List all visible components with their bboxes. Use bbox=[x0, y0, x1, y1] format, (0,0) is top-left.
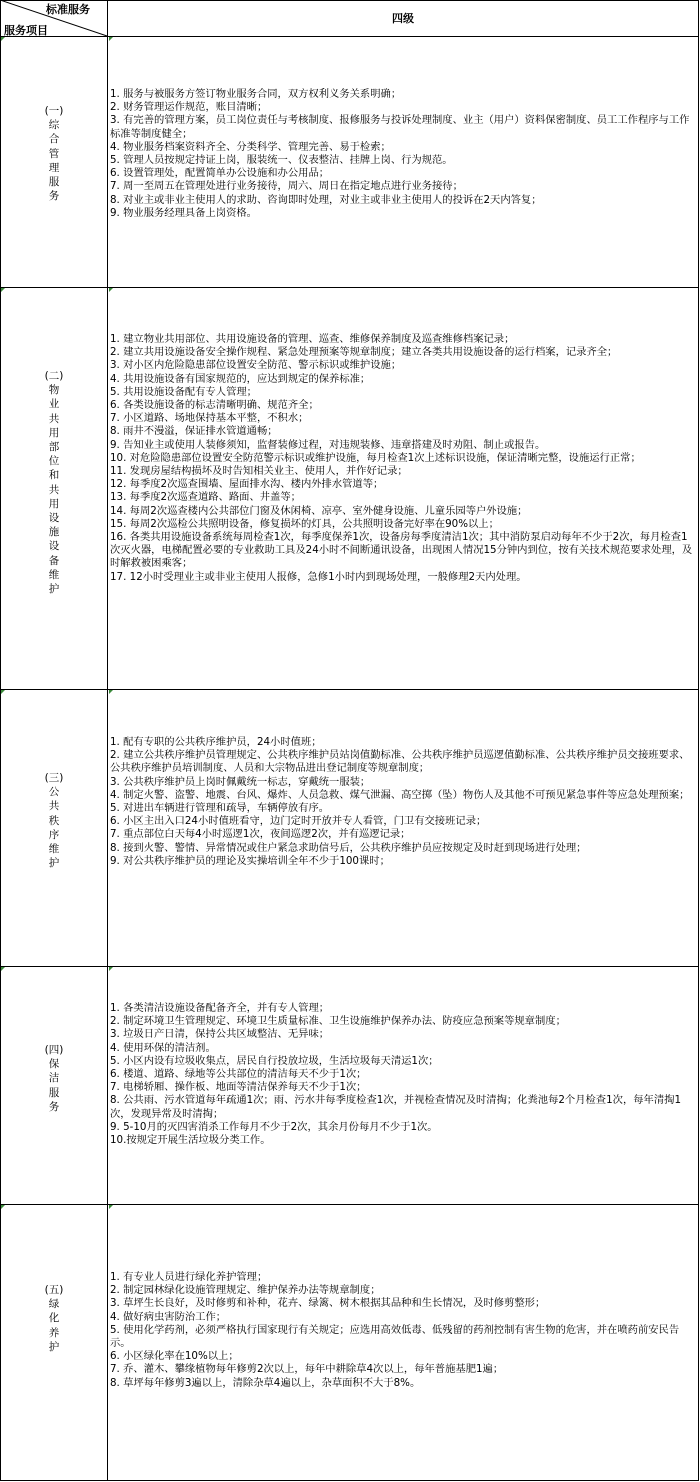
list-item: 1. 配有专职的公共秩序维护员，24小时值班； bbox=[110, 736, 322, 748]
list-item: 1. 有专业人员进行绿化养护管理； bbox=[110, 1271, 268, 1283]
section-label bbox=[0, 1283, 108, 1354]
list-item: 4. 共用设施设备有国家规范的，应达到规定的保养标准； bbox=[110, 372, 371, 385]
cell-marker-icon bbox=[109, 967, 113, 971]
list-item: 10. 对危险隐患部位设置安全防范警示标识或维护设施，每月检查1次上述标识设施，保证清晰完整，设施运行正常； bbox=[110, 451, 641, 464]
list-item: 6. 小区绿化率在10%以上； bbox=[110, 1350, 239, 1363]
list-item: 17. 12小时受理业主或非业主使用人报修，急修1小时内到现场处理，一般修理2天内处理。 bbox=[110, 570, 527, 583]
cell-marker-icon bbox=[1, 690, 5, 694]
section-name: 保洁服务 bbox=[48, 1058, 60, 1113]
column-divider bbox=[107, 0, 108, 1480]
list-item: 8. 公共雨、污水管道每年疏通1次；雨、污水井每季度检查1次，并视检查情况及时清掏；化粪池每2个月检查1次，每年清掏1次，发现异常及时清掏； bbox=[110, 1094, 681, 1120]
list-item: 9. 对公共秩序维护员的理论及实操培训全年不少于100课时； bbox=[110, 854, 390, 867]
section-label bbox=[0, 1043, 108, 1114]
section-number: (三) bbox=[44, 772, 64, 784]
list-item: 9. 告知业主或使用人装修须知，监督装修过程，对违规装修、违章搭建及时劝阻、制止或报告。 bbox=[110, 438, 546, 451]
list-item: 8. 对业主或非业主使用人的求助、咨询即时处理，对业主或非业主使用人的投诉在2天内答复； bbox=[110, 193, 542, 206]
header-divider bbox=[0, 36, 699, 37]
list-item: 7. 小区道路、场地保持基本平整，不积水； bbox=[110, 412, 309, 425]
list-item: 2. 建立公共秩序维护员管理规定、公共秩序维护员站岗值勤标准、公共秩序维护员巡逻值勤标准、公共秩序维护员交接班要求、公共秩序维护员培训制度、人员和大宗物品进出登记制度等规章制度； bbox=[110, 749, 690, 775]
list-item: 8. 雨井不漫溢，保证排水管道通畅； bbox=[110, 425, 278, 438]
list-item: 7. 电梯轿厢、操作板、地面等清洁保养每天不少于1次； bbox=[110, 1081, 367, 1094]
section-number: (四) bbox=[44, 1044, 64, 1056]
list-item: 9. 5-10月的灭四害消杀工作每月不少于2次，其余月份每月不少于1次。 bbox=[110, 1120, 438, 1133]
list-item: 3. 公共秩序维护员上岗时佩戴统一标志，穿戴统一服装； bbox=[110, 775, 371, 788]
table-border-left bbox=[0, 0, 1, 1480]
row-divider bbox=[0, 287, 699, 288]
section-content bbox=[110, 736, 696, 868]
cell-marker-icon bbox=[109, 288, 113, 292]
list-item: 3. 有完善的管理方案，员工岗位责任与考核制度、报修服务与投诉处理制度、业主（用户）资料保密制度、员工工作程序与工作标准等制度健全； bbox=[110, 114, 690, 140]
list-item: 6. 小区主出入口24小时值班看守，边门定时开放并专人看管，门卫有交接班记录； bbox=[110, 815, 487, 828]
list-item: 13. 每季度2次巡查道路、路面、井盖等； bbox=[110, 491, 301, 504]
cell-marker-icon bbox=[109, 1205, 113, 1209]
header-item-label: 服务项目 bbox=[4, 24, 48, 37]
list-item: 5. 对进出车辆进行管理和疏导，车辆停放有序。 bbox=[110, 802, 330, 815]
list-item: 1. 服务与被服务方签订物业服务合同，双方权利义务关系明确； bbox=[110, 88, 402, 100]
cell-marker-icon bbox=[1, 288, 5, 292]
list-item: 4. 使用环保的清洁剂。 bbox=[110, 1041, 216, 1054]
section-name: 物业共用部位和共用设施设备维护 bbox=[48, 384, 60, 596]
list-item: 15. 每周2次巡检公共照明设备，修复损坏的灯具，公共照明设备完好率在90%以上； bbox=[110, 517, 499, 530]
cell-marker-icon bbox=[109, 690, 113, 694]
cell-marker-icon bbox=[1, 967, 5, 971]
list-item: 5. 共用设施设备配有专人管理； bbox=[110, 385, 257, 398]
list-item: 1. 建立物业共用部位、共用设施设备的管理、巡查、维修保养制度及巡查维修档案记录； bbox=[110, 333, 515, 345]
list-item: 6. 设置管理处，配置简单办公设施和办公用品； bbox=[110, 167, 330, 180]
section-content bbox=[110, 333, 696, 584]
header-level-label: 四级 bbox=[392, 12, 414, 25]
section-name: 综合管理服务 bbox=[48, 119, 60, 203]
list-item: 1. 各类清洁设施设备配备齐全，并有专人管理； bbox=[110, 1002, 330, 1014]
list-item: 6. 楼道、道路、绿地等公共部位的清洁每天不少于1次； bbox=[110, 1068, 367, 1081]
list-item: 4. 物业服务档案资料齐全、分类科学、管理完善、易于检索； bbox=[110, 140, 391, 153]
list-item: 5. 管理人员按规定持证上岗，服装统一、仪表整洁、挂牌上岗、行为规范。 bbox=[110, 154, 453, 167]
list-item: 4. 做好病虫害防治工作； bbox=[110, 1310, 227, 1323]
header-standard-label: 标准服务 bbox=[46, 3, 90, 16]
list-item: 7. 乔、灌木、攀缘植物每年修剪2次以上，每年中耕除草4次以上，每年普施基肥1遍； bbox=[110, 1363, 504, 1376]
section-label bbox=[0, 369, 108, 596]
row-divider bbox=[0, 689, 699, 690]
section-label bbox=[0, 771, 108, 870]
list-item: 2. 建立共用设施设备安全操作规程、紧急处理预案等规章制度；建立各类共用设施设备的运行档案，记录齐全； bbox=[110, 346, 618, 359]
section-number: (二) bbox=[44, 370, 64, 382]
list-item: 3. 草坪生长良好，及时修剪和补种，花卉、绿篱、树木根据其品种和生长情况，及时修剪整形； bbox=[110, 1297, 546, 1310]
list-item: 3. 垃圾日产日清，保持公共区域整洁、无异味； bbox=[110, 1028, 330, 1041]
row-divider bbox=[0, 966, 699, 967]
row-divider bbox=[0, 1204, 699, 1205]
cell-marker-icon bbox=[1, 1205, 5, 1209]
list-item: 10.按规定开展生活垃圾分类工作。 bbox=[110, 1134, 271, 1147]
list-item: 7. 重点部位白天每4小时巡逻1次，夜间巡逻2次，并有巡逻记录； bbox=[110, 828, 411, 841]
list-item: 11. 发现房屋结构损坏及时告知相关业主、使用人，并作好记录； bbox=[110, 465, 408, 478]
section-content bbox=[110, 1002, 696, 1147]
section-label bbox=[0, 104, 108, 203]
list-item: 8. 草坪每年修剪3遍以上，清除杂草4遍以上，杂草面积不大于8%。 bbox=[110, 1376, 421, 1389]
section-content bbox=[110, 88, 696, 220]
section-name: 公共秩序维护 bbox=[48, 786, 60, 870]
list-item: 2. 制定环境卫生管理规定、环境卫生质量标准、卫生设施维护保养办法、防疫应急预案等规章制度； bbox=[110, 1015, 566, 1028]
section-number: (一) bbox=[44, 105, 64, 117]
list-item: 9. 物业服务经理具备上岗资格。 bbox=[110, 206, 257, 219]
list-item: 5. 小区内设有垃圾收集点，居民自行投放垃圾，生活垃圾每天清运1次； bbox=[110, 1054, 439, 1067]
list-item: 8. 接到火警、警情、异常情况或住户紧急求助信号后，公共秩序维护员应按规定及时赶到现场进行处理； bbox=[110, 841, 587, 854]
list-item: 12. 每季度2次巡查围墙、屋面排水沟、楼内外排水管道等； bbox=[110, 478, 384, 491]
list-item: 6. 各类设施设备的标志清晰明确、规范齐全； bbox=[110, 399, 319, 412]
section-content bbox=[110, 1271, 696, 1390]
list-item: 2. 财务管理运作规范，账目清晰； bbox=[110, 101, 268, 114]
list-item: 3. 对小区内危险隐患部位设置安全防范、警示标识或维护设施； bbox=[110, 359, 402, 372]
section-number: (五) bbox=[44, 1284, 64, 1296]
list-item: 2. 制定园林绿化设施管理规定、维护保养办法等规章制度； bbox=[110, 1284, 381, 1297]
section-name: 绿化养护 bbox=[48, 1298, 60, 1353]
list-item: 4. 制定火警、盗警、地震、台风、爆炸、人员急救、煤气泄漏、高空掷（坠）物伤人及其他不可预见紧急事件等应急处理预案； bbox=[110, 788, 690, 801]
list-item: 7. 周一至周五在管理处进行业务接待，周六、周日在指定地点进行业务接待； bbox=[110, 180, 463, 193]
list-item: 5. 使用化学药剂，必须严格执行国家现行有关规定；应选用高效低毒、低残留的药剂控制有害生物的危害，并在喷药前安民告示。 bbox=[110, 1323, 680, 1350]
list-item: 16. 各类共用设施设备系统每周检查1次，每季度保养1次，设备房每季度清洁1次；其中消防泵启动每年不少于2次，每月检查1次灭火器，电梯配置必要的专业救助工具及24小时不间断通讯设备，出现困人情况15分钟内到位，按有关技术规范要求处理，及时解救被困乘客； bbox=[110, 531, 693, 570]
list-item: 14. 每周2次巡查楼内公共部位门窗及休闲椅、凉亭、室外健身设施、儿童乐园等户外设施； bbox=[110, 504, 528, 517]
cell-marker-icon bbox=[109, 37, 113, 41]
